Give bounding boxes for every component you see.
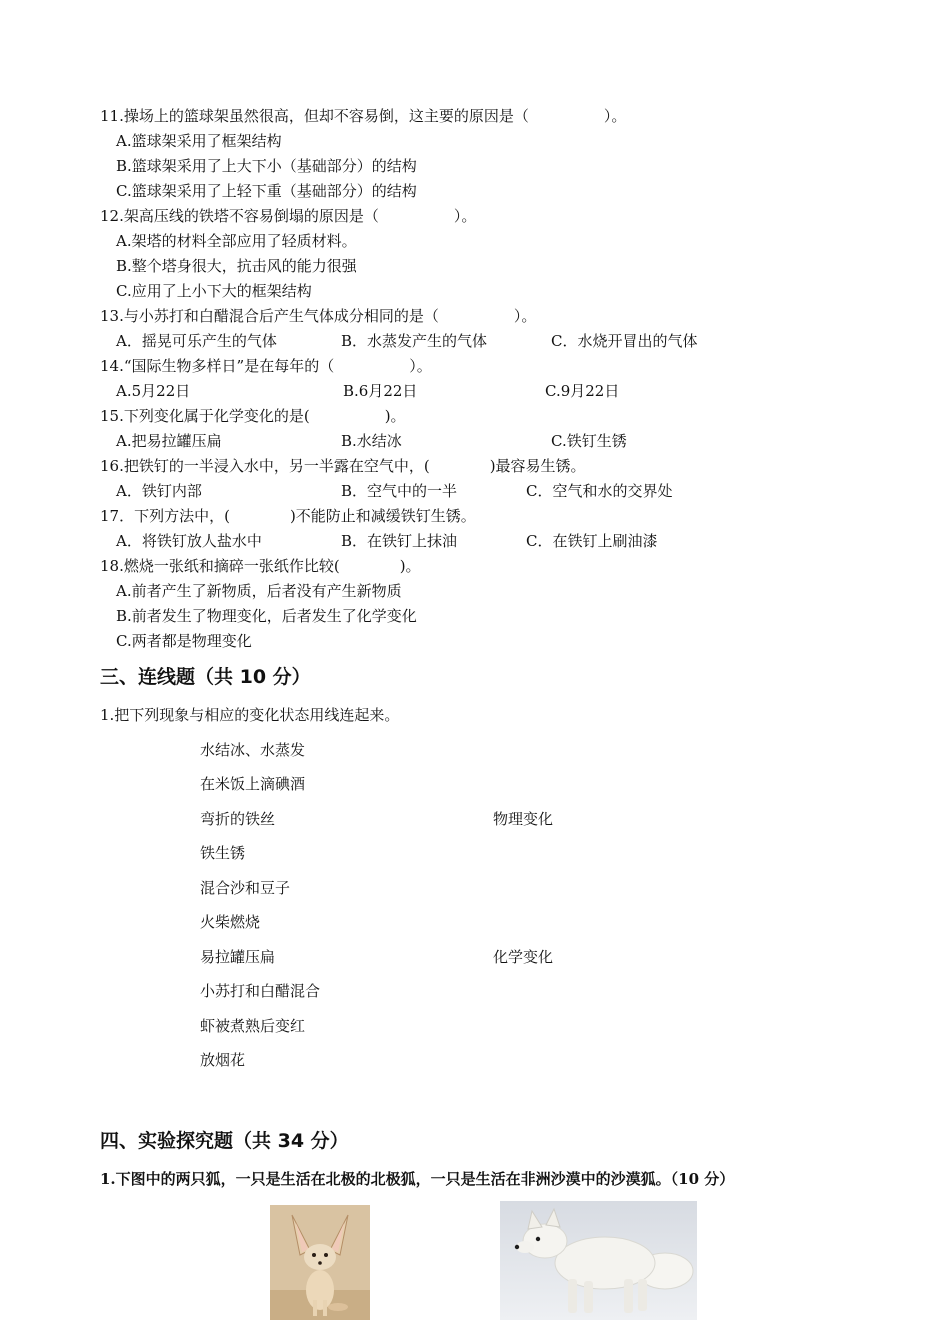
match-left-item-3: 弯折的铁丝 (200, 810, 276, 828)
question-17-options (116, 531, 816, 551)
question-13-option-b: B．水蒸发产生的气体 (341, 332, 488, 350)
question-12-option-c: C.应用了上小下大的框架结构 (116, 282, 312, 300)
question-11-option-b: B.篮球架采用了上大下小（基础部分）的结构 (116, 157, 417, 175)
question-18-option-a: A.前者产生了新物质，后者没有产生新物质 (116, 582, 402, 600)
fennec-fox-photo (270, 1205, 370, 1320)
match-left-item-4: 铁生锈 (200, 844, 246, 862)
match-left-item-8: 小苏打和白醋混合 (200, 982, 321, 1000)
question-17-option-c: C．在铁钉上刷油漆 (526, 532, 658, 550)
question-14-option-c: C.9月22日 (545, 382, 620, 400)
question-17-stem: 17．下列方法中，( )不能防止和减缓铁钉生锈。 (100, 507, 476, 525)
question-13-stem: 13.与小苏打和白醋混合后产生气体成分相同的是（ ）。 (100, 307, 537, 325)
question-12-option-b: B.整个塔身很大，抗击风的能力很强 (116, 257, 357, 275)
section-4-heading: 四、实验探究题（共 34 分） (100, 1130, 349, 1152)
match-left-item-6: 火柴燃烧 (200, 913, 261, 931)
match-left-item-1: 水结冰、水蒸发 (200, 741, 306, 759)
question-11-stem: 11.操场上的篮球架虽然很高，但却不容易倒，这主要的原因是（ ）。 (100, 107, 627, 125)
arctic-fox-photo (500, 1201, 697, 1320)
question-12-option-a: A.架塔的材料全部应用了轻质材料。 (116, 232, 357, 250)
question-14-options (116, 381, 816, 401)
arctic-fox-icon (500, 1201, 697, 1320)
question-16-option-c: C．空气和水的交界处 (526, 482, 673, 500)
question-16-option-a: A．铁钉内部 (116, 482, 202, 500)
match-left-item-5: 混合沙和豆子 (200, 879, 291, 897)
question-17-option-a: A．将铁钉放人盐水中 (116, 532, 262, 550)
question-16-option-b: B．空气中的一半 (341, 482, 458, 500)
question-16-options (116, 481, 816, 501)
question-14-stem: 14.“国际生物多样日”是在每年的（ ）。 (100, 357, 432, 375)
question-12-stem: 12.架高压线的铁塔不容易倒塌的原因是（ ）。 (100, 207, 477, 225)
match-left-item-9: 虾被煮熟后变红 (200, 1017, 306, 1035)
match-right-chemical-change: 化学变化 (493, 948, 554, 966)
question-15-option-c: C.铁钉生锈 (551, 432, 627, 450)
question-18-option-c: C.两者都是物理变化 (116, 632, 252, 650)
question-15-stem: 15.下列变化属于化学变化的是( )。 (100, 407, 406, 425)
question-17-option-b: B．在铁钉上抹油 (341, 532, 458, 550)
question-11-option-c: C.篮球架采用了上轻下重（基础部分）的结构 (116, 182, 417, 200)
match-right-physical-change: 物理变化 (493, 810, 554, 828)
question-15-option-b: B.水结冰 (341, 432, 402, 450)
question-18-stem: 18.燃烧一张纸和摘碎一张纸作比较( )。 (100, 557, 421, 575)
question-11-option-a: A.篮球架采用了框架结构 (116, 132, 282, 150)
match-left-item-7: 易拉罐压扁 (200, 948, 276, 966)
section-4-question-1: 1.下图中的两只狐，一只是生活在北极的北极狐，一只是生活在非洲沙漠中的沙漠狐。（10 分） (100, 1170, 735, 1188)
question-15-option-a: A.把易拉罐压扁 (116, 432, 222, 450)
question-18-option-b: B.前者发生了物理变化，后者发生了化学变化 (116, 607, 417, 625)
question-14-option-b: B.6月22日 (343, 382, 418, 400)
section-3-heading: 三、连线题（共 10 分） (100, 666, 311, 688)
question-13-options (116, 331, 816, 351)
match-left-item-2: 在米饭上滴碘酒 (200, 775, 306, 793)
question-16-stem: 16.把铁钉的一半浸入水中，另一半露在空气中，( )最容易生锈。 (100, 457, 586, 475)
fennec-fox-icon (270, 1205, 370, 1320)
section-3-question: 1.把下列现象与相应的变化状态用线连起来。 (100, 706, 400, 724)
question-15-options (116, 431, 816, 451)
question-13-option-c: C．水烧开冒出的气体 (551, 332, 698, 350)
match-left-item-10: 放烟花 (200, 1051, 246, 1069)
question-14-option-a: A.5月22日 (116, 382, 191, 400)
question-13-option-a: A．摇晃可乐产生的气体 (116, 332, 277, 350)
